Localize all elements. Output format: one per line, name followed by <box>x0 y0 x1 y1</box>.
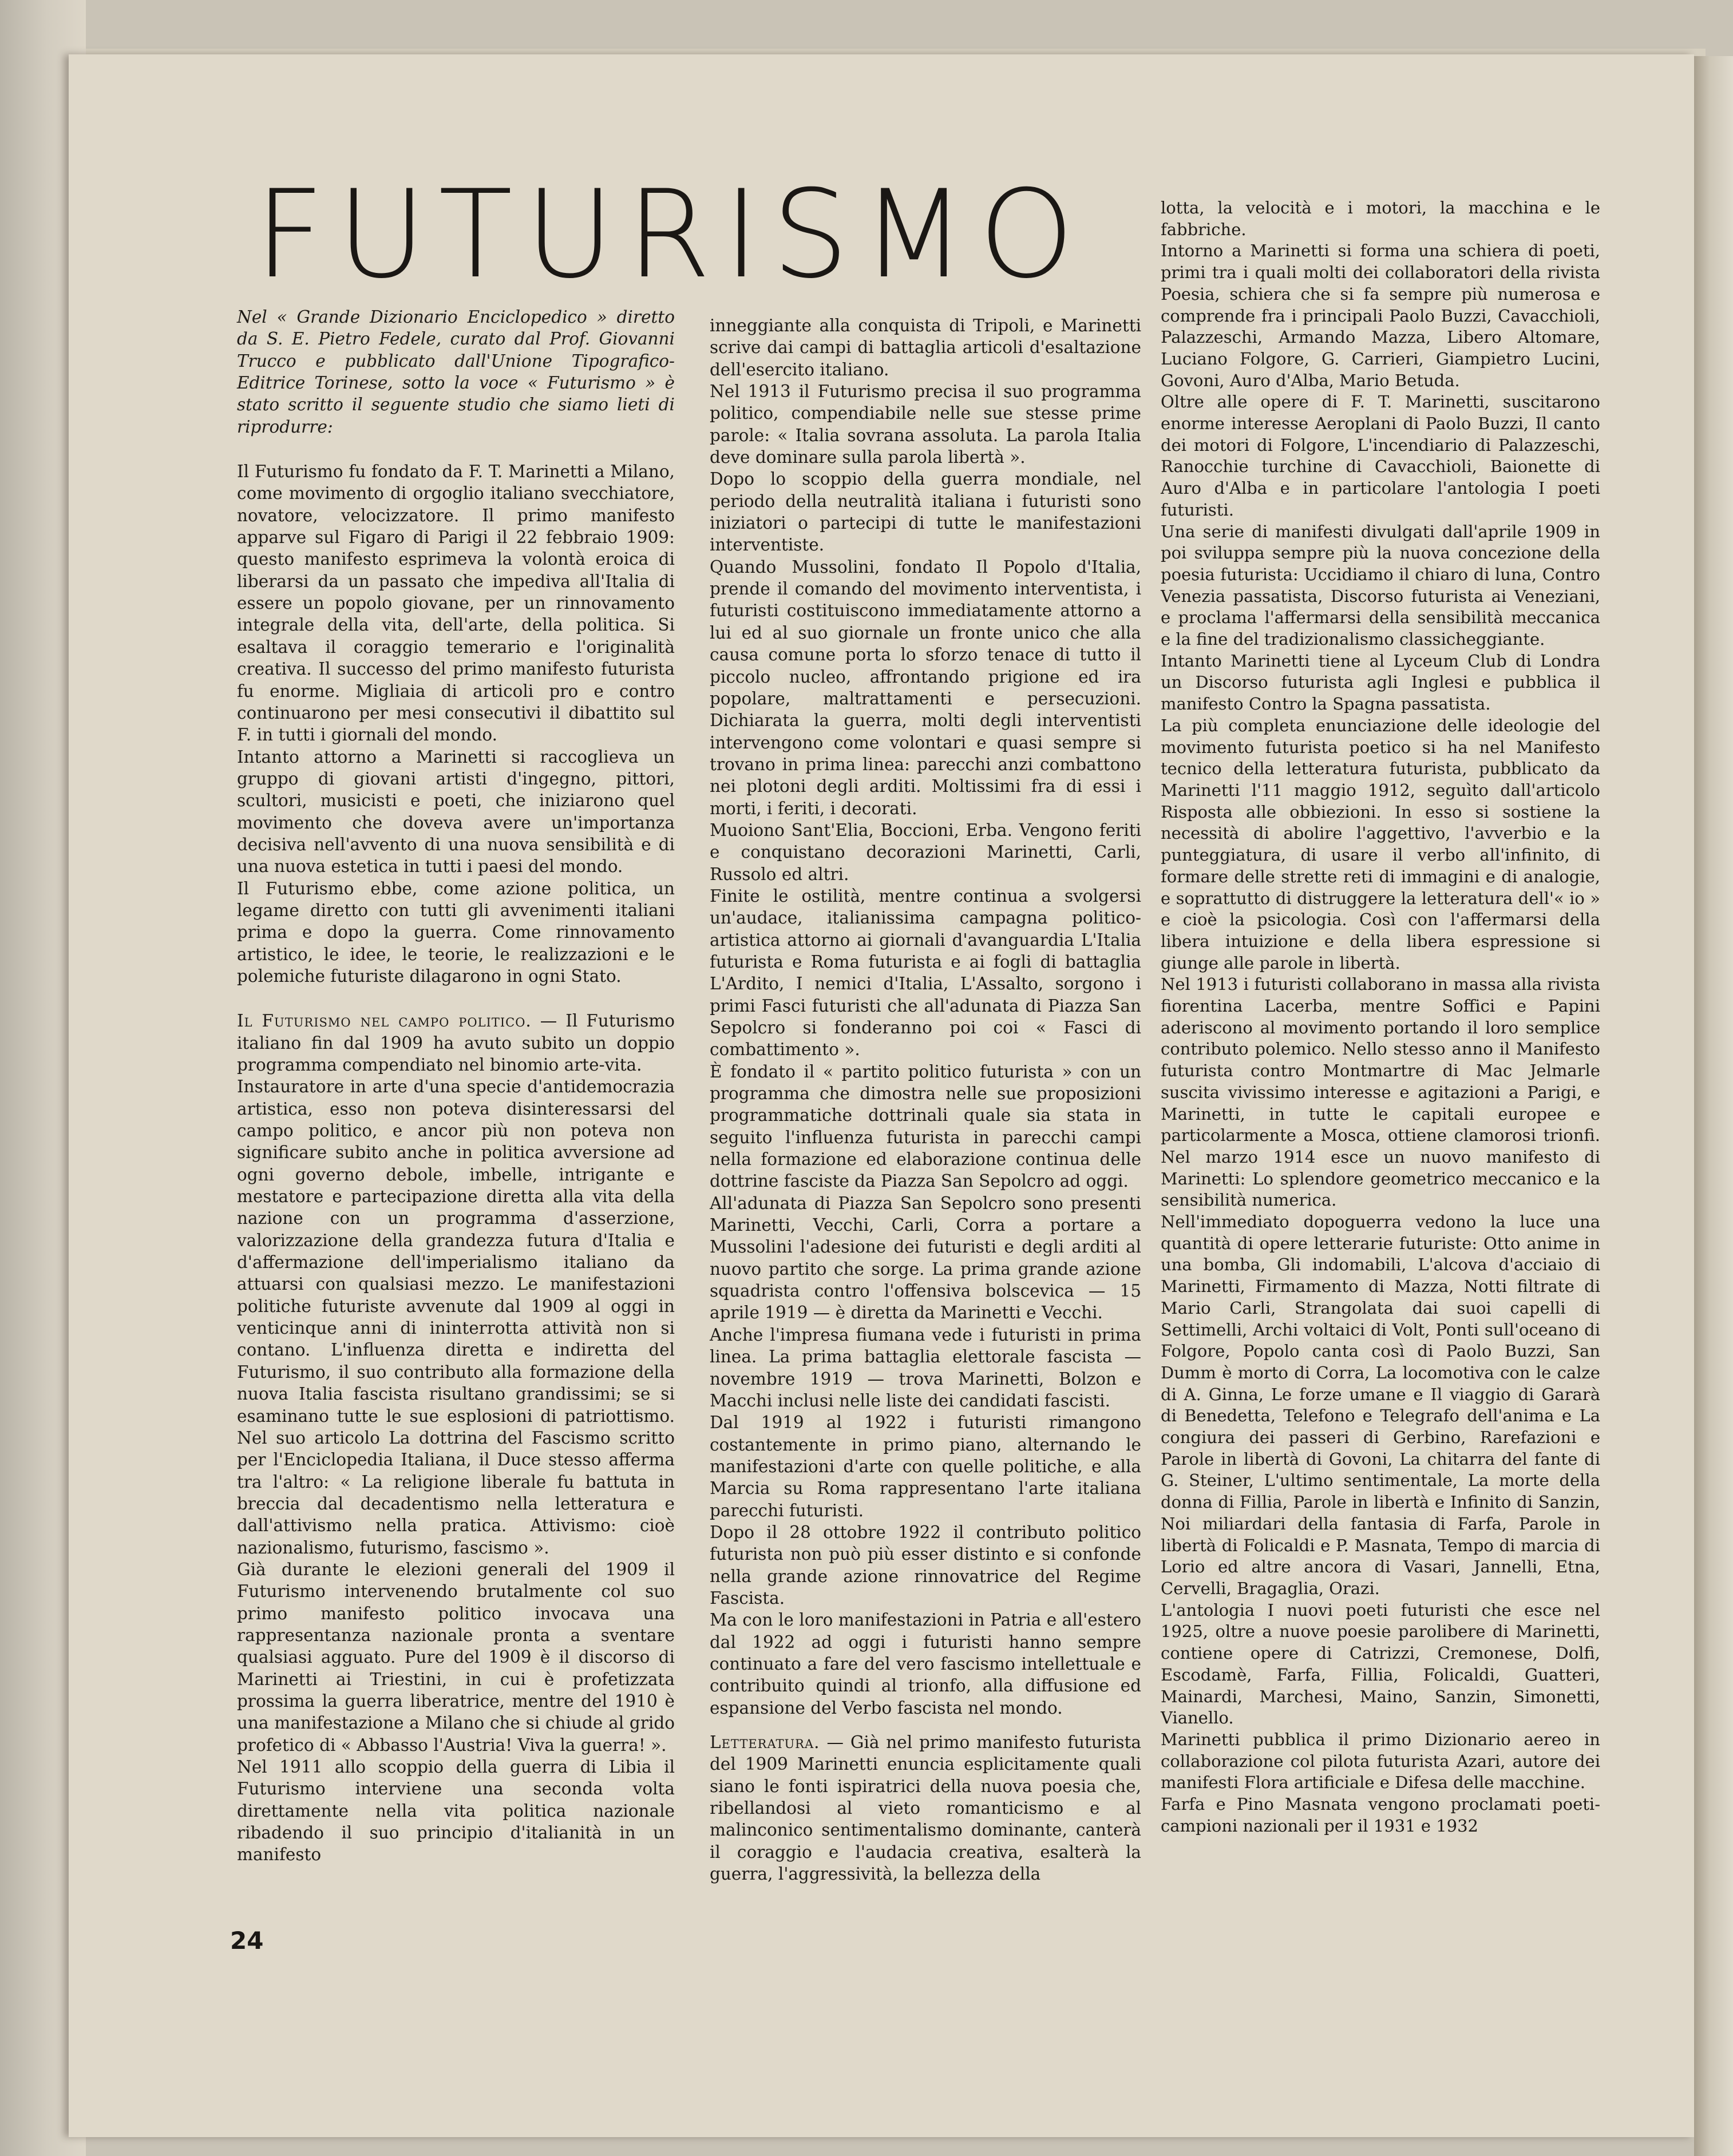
paragraph: Anche l'impresa fiumana vede i futuristi in prima linea. La prima battaglia elettorale fascista — novembre 1919 — trova Marinetti, Bolzon e Macchi inclusi nelle liste dei candidati fascisti. <box>710 1325 1141 1410</box>
paragraph: Dopo il 28 ottobre 1922 il contributo politico futurista non può più esser distinto e si confonde nella grande azione rinnovatrice del Regime Fascista. <box>710 1522 1141 1608</box>
paragraph: Ma con le loro manifestazioni in Patria e all'estero dal 1922 ad oggi i futuristi hanno sempre continuato a fare del vero fascismo intellettuale e contribuito quindi al trionfo, alla diffusione ed espansione del Verbo fascista nel mondo. <box>710 1610 1141 1718</box>
paragraph: Nel 1911 allo scoppio della guerra di Libia il Futurismo interviene una seconda volta direttamente nella vita politica nazionale ribadendo il suo principio d'italianità in un manifesto <box>237 1757 675 1865</box>
column-2 <box>710 315 1141 1885</box>
paragraph: All'adunata di Piazza San Sepolcro sono presenti Marinetti, Vecchi, Carli, Corra a portare a Mussolini l'adesione dei futuristi e degli arditi al nuovo partito che sorge. La prima grande azione squadrista contro l'offensiva bolscevica — 15 aprile 1919 — è diretta da Marinetti e Vecchi. <box>710 1193 1141 1323</box>
paragraph: Dopo lo scoppio della guerra mondiale, nel periodo della neutralità italiana i futuristi sono iniziatori o partecipi di tutte le manifestazioni interventiste. <box>710 469 1141 555</box>
paragraph: Muoiono Sant'Elia, Boccioni, Erba. Vengono feriti e conquistano decorazioni Marinetti, Carli, Russolo ed altri. <box>710 820 1141 884</box>
paragraph: Dal 1919 al 1922 i futuristi rimangono costantemente in primo piano, alternando le manifestazioni d'arte con quelle politiche, e alla Marcia su Roma rappresentano l'arte italiana parecchi futuristi. <box>710 1413 1141 1520</box>
paragraph: Il Futurismo fu fondato da F. T. Marinetti a Milano, come movimento di orgoglio italiano svecchiatore, novatore, velocizzatore. Il primo manifesto apparve sul Figaro di Parigi il 22 febbraio 1909: questo manifesto esprimeva la volontà eroica di liberarsi da un passato che impediva all'Italia di essere un popolo giovane, per un rinnovamento integrale della vita, dell'arte, della politica. Si esaltava il coraggio temerario e l'originalità creativa. Il successo del primo manifesto futurista fu enorme. Migliaia di articoli pro e contro continuarono per mesi consecutivi il dibattito sul F. in tutti i giornali del mondo. <box>237 462 675 745</box>
paragraph: Già durante le elezioni generali del 1909 il Futurismo intervenendo brutalmente col suo primo manifesto politico invocava una rappresentanza nazionale pronta a sventare qualsiasi agguato. Pure del 1909 è il discorso di Marinetti ai Triestini, in cui è profetizzata prossima la guerra liberatrice, mentre del 1910 è una manifestazione a Milano che si chiude al grido profetico di « Abbasso l'Austria! Viva la guerra! ». <box>237 1559 675 1755</box>
paragraph: Farfa e Pino Masnata vengono proclamati poeti-campioni nazionali per il 1931 e 1932 <box>1161 1794 1600 1836</box>
page-edge-right <box>1694 56 1733 2156</box>
paragraph: inneggiante alla conquista di Tripoli, e Marinetti scrive dai campi di battaglia articoli d'esaltazione dell'esercito italiano. <box>710 316 1141 379</box>
section-heading-letteratura: Letteratura. <box>710 1733 820 1752</box>
paragraph: Intanto attorno a Marinetti si raccoglieva un gruppo di giovani artisti d'ingegno, pittori, scultori, musicisti e poeti, che iniziarono quel movimento che doveva avere un'importanza decisiva nell'avvento di una nuova sensibilità e di una nuova estetica in tutti i paesi del mondo. <box>237 747 675 877</box>
paragraph: È fondato il « partito politico futurista » con un programma che dimostra nelle sue proposizioni programmatiche dottrinali quale sia stata in seguito l'influenza futurista in parecchi campi nella formazione ed elaborazione continua delle dottrine fasciste da Piazza San Sepolcro ad oggi. <box>710 1061 1141 1191</box>
paragraph: lotta, la velocità e i motori, la macchina e le fabbriche. <box>1161 198 1600 239</box>
paragraph: Instauratore in arte d'una specie d'antidemocrazia artistica, esso non poteva disinteressarsi del campo politico, e ancor più non poteva non significare subito anche in politica avversione ad ogni governo debole, imbelle, intrigante e mestatore e partecipazione diretta alla vita della nazione con un programma d'asserzione, valorizzazione della grandezza futura d'Italia e d'affermazione dell'imperialismo italiano da attuarsi con qualsiasi mezzo. Le manifestazioni politiche futuriste avvenute dal 1909 al oggi in venticinque anni di ininterrotta attività non si contano. L'influenza diretta e indiretta del Futurismo, il suo contributo alla formazione della nuova Italia fascista risultano grandissimi; se si esaminano tutte le sue esplosioni di patriottismo. Nel suo articolo La dottrina del Fascismo scritto per l'Enciclopedia Italiana, il Duce stesso afferma tra l'altro: « La religione liberale fu battuta in breccia dal decadentismo nella letteratura e dall'attivismo nella pratica. Attivismo: cioè nazionalismo, futurismo, fascismo ». <box>237 1077 675 1557</box>
column-1 <box>237 306 675 1866</box>
paragraph: Nel 1913 i futuristi collaborano in massa alla rivista fiorentina Lacerba, mentre Soffici e Papini aderiscono al movimento portando il loro semplice contributo polemico. Nello stesso anno il Manifesto futurista contro Montmartre di Mac Jelmarle suscita vivissimo interesse e agitazioni a Parigi, e Marinetti, in tutte le capitali europee e particolarmente a Mosca, ottiene clamorosi trionfi. Nel marzo 1914 esce un nuovo manifesto di Marinetti: Lo splendore geometrico meccanico e la sensibilità numerica. <box>1161 974 1600 1210</box>
paragraph: Intanto Marinetti tiene al Lyceum Club di Londra un Discorso futurista agli Inglesi e pubblica il manifesto Contro la Spagna passatista. <box>1161 651 1600 714</box>
paragraph: Nell'immediato dopoguerra vedono la luce una quantità di opere letterarie futuriste: Otto anime in una bomba, Gli indomabili, L'alcova d'acciaio di Marinetti, Firmamento di Mazza, Notti filtrate di Mario Carli, Strangolata dai suoi capelli di Settimelli, Archi voltaici di Volt, Ponti sull'oceano di Folgore, Popolo canta così di Paolo Buzzi, San Dumm è morto di Corra, La locomotiva con le calze di A. Ginna, Le forze umane e Il viaggio di Gararà di Benedetta, Telefono e Telegrafo dell'anima e La congiura dei passeri di Gerbino, Rarefazioni e Parole in libertà di Govoni, La chitarra del fante di G. Steiner, L'ultimo sentimentale, La morte della donna di Fillia, Parole in libertà e Infinito di Sanzin, Noi miliardari della fantasia di Farfa, Parole in libertà di Folicaldi e P. Masnata, Tempo di marcia di Lorio ed altre ancora di Vasari, Jannelli, Etna, Cervelli, Bragaglia, Orazi. <box>1161 1212 1600 1598</box>
intro-paragraph: Nel « Grande Dizionario Enciclopedico » diretto da S. E. Pietro Fedele, curato dal Prof. Giovanni Trucco e pubblicato dall'Unione Tipografico-Editrice Torinese, sotto la voce « Futurismo » è stato scritto il seguente studio che siamo lieti di riprodurre: <box>237 307 675 437</box>
paragraph: Il Futurismo nel campo politico. — Il Futurismo italiano fin dal 1909 ha avuto subito un doppio programma compendiato nel binomio arte-vita. <box>237 1011 675 1075</box>
page-number: 24 <box>230 1927 264 1955</box>
column-3 <box>1161 197 1600 1837</box>
paragraph: Marinetti pubblica il primo Dizionario aereo in collaborazione col pilota futurista Azari, autore dei manifesti Flora artificiale e Difesa delle macchine. <box>1161 1729 1600 1793</box>
paragraph: Oltre alle opere di F. T. Marinetti, suscitarono enorme interesse Aeroplani di Paolo Buzzi, Il canto dei motori di Folgore, L'incendiario di Palazzeschi, Ranocchie turchine di Cavacchioli, Baionette di Auro d'Alba e in particolare l'antologia I poeti futuristi. <box>1161 392 1600 520</box>
paragraph: L'antologia I nuovi poeti futuristi che esce nel 1925, oltre a nuove poesie parolibere di Marinetti, contiene opere di Catrizzi, Cremonese, Dolfi, Escodamè, Farfa, Fillia, Folicaldi, Guatteri, Mainardi, Marchesi, Maino, Sanzin, Simonetti, Vianello. <box>1161 1600 1600 1728</box>
paragraph: Intorno a Marinetti si forma una schiera di poeti, primi tra i quali molti dei collaboratori della rivista Poesia, schiera che si fa sempre più numerosa e comprende fra i principali Paolo Buzzi, Cavacchioli, Palazzeschi, Armando Mazza, Libero Altomare, Luciano Folgore, G. Carrieri, Giampietro Lucini, Govoni, Auro d'Alba, Mario Betuda. <box>1161 241 1600 390</box>
paragraph: Finite le ostilità, mentre continua a svolgersi un'audace, italianissima campagna politico-artistica attorno ai giornali d'avanguardia L'Italia futurista e Roma futurista e ai fogli di battaglia L'Ardito, I nemici d'Italia, L'Assalto, sorgono i primi Fasci futuristi che all'adunata di Piazza San Sepolcro si fonderanno poi coi « Fasci di combattimento ». <box>710 886 1141 1060</box>
paragraph: Letteratura. — Già nel primo manifesto futurista del 1909 Marinetti enuncia esplicitamente quali siano le fonti ispiratrici della nuova poesia che, ribellandosi al vieto romanticismo e al malinconico sentimentalismo dominante, canterà il coraggio e l'audacia creativa, esalterà la guerra, l'aggressività, la bellezza della <box>710 1733 1141 1884</box>
article-title: FUTURISMO <box>255 164 1087 305</box>
section-heading-politico: Il Futurismo nel campo politico. <box>237 1011 532 1031</box>
paragraph: Il Futurismo ebbe, come azione politica, un legame diretto con tutti gli avvenimenti italiani prima e dopo la guerra. Come rinnovamento artistico, le idee, le teorie, le realizzazioni e le polemiche futuriste dilagarono in ogni Stato. <box>237 878 675 986</box>
paragraph: Una serie di manifesti divulgati dall'aprile 1909 in poi sviluppa sempre più la nuova concezione della poesia futurista: Uccidiamo il chiaro di luna, Contro Venezia passatista, Discorso futurista ai Veneziani, e proclama l'affermarsi della sensibilità meccanica e la fine del tradizionalismo classicheggiante. <box>1161 521 1600 649</box>
paragraph: La più completa enunciazione delle ideologie del movimento futurista poetico si ha nel Manifesto tecnico della letteratura futurista, pubblicato da Marinetti l'11 maggio 1912, seguìto dall'articolo Risposta alle obbiezioni. In esso si sostiene la necessità di abolire l'aggettivo, l'avverbio e la punteggiatura, di usare il verbo all'infinito, di formare delle strette reti di immagini e di analogie, e soprattutto di distruggere la letteratura dell'« io » e cioè la psicologia. Così con l'affermarsi della libera intuizione e della libera espressione si giunge alle parole in libertà. <box>1161 715 1600 973</box>
paragraph: Quando Mussolini, fondato Il Popolo d'Italia, prende il comando del movimento interventista, i futuristi costituiscono immediatamente attorno a lui ed al suo giornale un fronte unico che alla causa comune porta lo sforzo tenace di tutto il piccolo nucleo, affrontando prigione ed ira popolare, maltrattamenti e persecuzioni. Dichiarata la guerra, molti degli interventisti intervengono come volontari e quasi sempre si trovano in prima linea: parecchi anzi combattono nei plotoni degli arditi. Moltissimi fra di essi i morti, i feriti, i decorati. <box>710 557 1141 818</box>
paragraph: Nel 1913 il Futurismo precisa il suo programma politico, compendiabile nelle sue stesse prime parole: « Italia sovrana assoluta. La parola Italia deve dominare sulla parola libertà ». <box>710 382 1141 467</box>
